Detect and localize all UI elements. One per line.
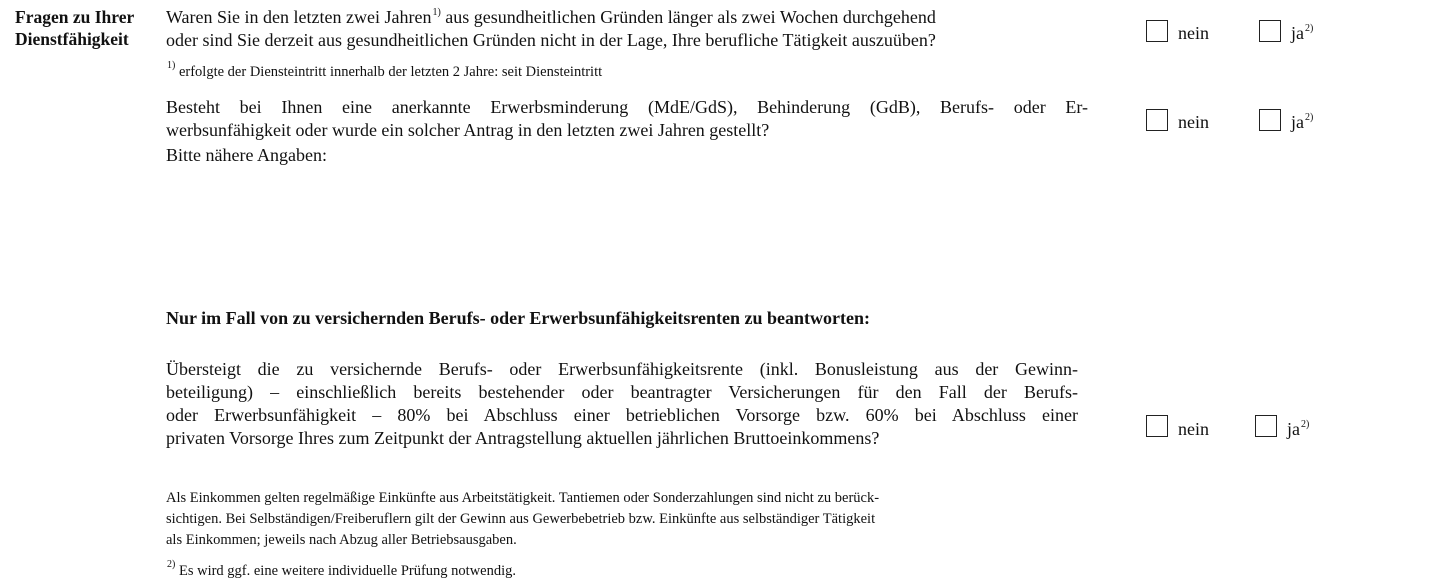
question-3-line1: Übersteigt die zu versichernde Berufs- oder Erwerbsunfähigkeitsrente (inkl. Bonusleistung aus der Gewinn-: [166, 359, 1078, 379]
question-3-line2: beteiligung) – einschließlich bereits bestehender oder beantragter Versicherungen für den Fall der Berufs-: [166, 382, 1078, 402]
income-note-line1: Als Einkommen gelten regelmäßige Einkünfte aus Arbeitstätigkeit. Tantiemen oder Sonderzahlungen sind nicht zu berück-: [166, 490, 880, 506]
q3-nein-checkbox[interactable]: [1146, 415, 1168, 437]
question-3: [166, 358, 1078, 450]
income-note-line3: als Einkommen; jeweils nach Abzug aller Betriebsausgaben.: [166, 532, 517, 548]
q2-nein-label: nein: [1178, 112, 1209, 132]
section-title-line1: Fragen zu Ihrer: [15, 7, 135, 27]
question-2-line2: werbsunfähigkeit oder wurde ein solcher Antrag in den letzten zwei Jahren gestellt?: [166, 120, 770, 140]
q1-nein-checkbox[interactable]: [1146, 20, 1168, 42]
q2-nein-checkbox[interactable]: [1146, 109, 1168, 131]
question-2: [166, 96, 1088, 167]
income-note-line2: sichtigen. Bei Selbständigen/Freiberuflern gilt der Gewinn aus Gewerbebetrieb bzw. Einkünfte aus selbständiger Tätigkeit: [166, 511, 876, 527]
question-1: [166, 6, 1086, 52]
q3-ja-label: $ja^{2)}$: [1287, 419, 1310, 439]
footnote-ref-1: 1): [432, 7, 441, 18]
footnote-1-mark: 1): [167, 60, 176, 71]
footnote-1-text: erfolgte der Diensteintritt innerhalb der letzten 2 Jahre: seit Diensteintritt: [175, 64, 603, 80]
q1-nein-label: nein: [1178, 23, 1209, 43]
question-1-line2: oder sind Sie derzeit aus gesundheitlichen Gründen nicht in der Lage, Ihre berufliche Tätigkeit auszuüben?: [166, 30, 936, 50]
q3-nein-label: nein: [1178, 419, 1209, 439]
section-title: [15, 6, 134, 50]
income-note: [166, 488, 1086, 551]
footnote-2: [166, 561, 516, 581]
question-1-line1: Waren Sie in den letzten zwei Jahren$^{1)}$ aus gesundheitlichen Gründen länger als zwei Wochen durchgehend: [166, 7, 936, 27]
question-2-line3: Bitte nähere Angaben:: [166, 145, 327, 165]
question-2-line1: Besteht bei Ihnen eine anerkannte Erwerbsminderung (MdE/GdS), Behinderung (GdB), Berufs- oder Er-: [166, 97, 1088, 117]
section-title-line2: Dienstfähigkeit: [15, 29, 129, 49]
q3-ja-checkbox[interactable]: [1255, 415, 1277, 437]
question-3-line3: oder Erwerbsunfähigkeit – 80% bei Abschluss einer betrieblichen Vorsorge bzw. 60% bei Abschluss einer: [166, 405, 1078, 425]
question-3-line4: privaten Vorsorge Ihres zum Zeitpunkt der Antragstellung aktuellen jährlichen Bruttoeinkommens?: [166, 428, 880, 448]
footnote-2-text: Es wird ggf. eine weitere individuelle Prüfung notwendig.: [175, 563, 517, 579]
footnote-2-mark: 2): [167, 559, 176, 570]
footnote-1: [166, 62, 602, 82]
q2-ja-label: $ja^{2)}$: [1291, 112, 1314, 132]
q1-ja-label: $ja^{2)}$: [1291, 23, 1314, 43]
section-2-heading: Nur im Fall von zu versichernden Berufs- oder Erwerbsunfähigkeitsrenten zu beantworten:: [166, 308, 870, 328]
q2-ja-checkbox[interactable]: [1259, 109, 1281, 131]
q1-ja-checkbox[interactable]: [1259, 20, 1281, 42]
